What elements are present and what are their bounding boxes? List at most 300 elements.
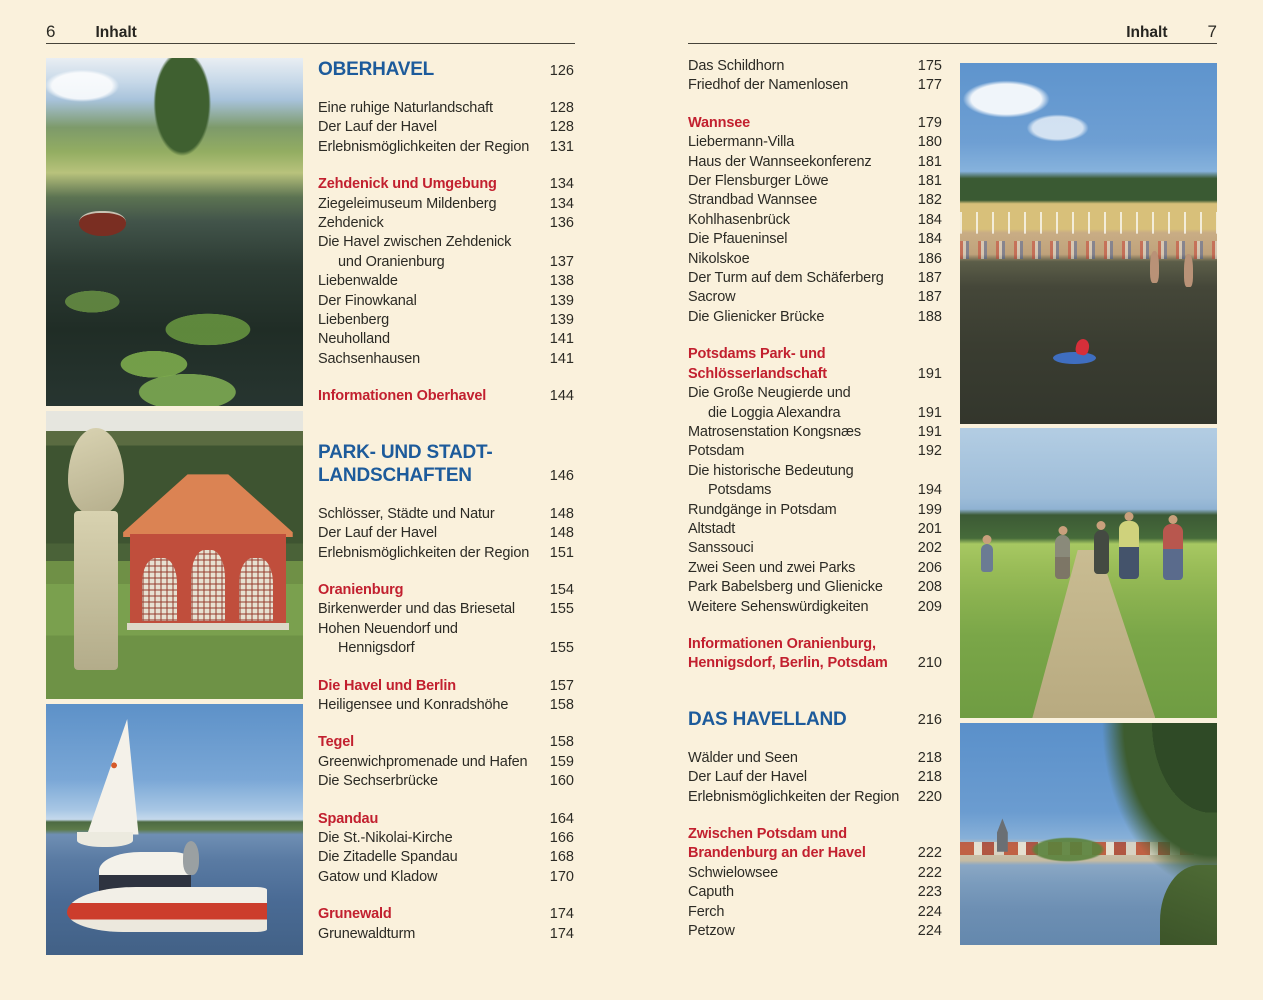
toc-entry-text: Neuholland — [318, 331, 390, 348]
toc-entry-lines — [688, 133, 908, 152]
toc-entry-lines — [688, 922, 908, 941]
toc-entry-lines — [318, 620, 540, 659]
toc-entry-page-number: 188 — [917, 308, 942, 325]
toc-entry-text: und Oranienburg — [338, 253, 445, 270]
toc-entry-text: Die Zitadelle Spandau — [318, 849, 458, 866]
toc-entry-page-number: 186 — [917, 250, 942, 267]
toc-entry-lines — [688, 308, 908, 327]
toc-entry-text: LANDSCHAFTEN — [318, 464, 472, 486]
toc-entry-text: Ferch — [688, 903, 725, 920]
toc-entry-lines — [318, 272, 540, 291]
toc-entry-text: DAS HAVELLAND — [688, 708, 847, 730]
toc-entry — [688, 269, 942, 288]
toc-entry-page-number: 141 — [549, 331, 574, 348]
toc-entry — [688, 191, 942, 210]
toc-entry-lines — [318, 175, 540, 194]
toc-entry-page-number: 158 — [549, 734, 574, 751]
toc-entry-lines — [688, 788, 908, 807]
photo-lakeside-village — [960, 723, 1217, 945]
toc-entry-page-number: 139 — [549, 292, 574, 309]
toc-entry-lines — [318, 925, 540, 944]
photo-strandbad-wannsee-beach — [960, 63, 1217, 424]
toc-entry — [688, 768, 942, 787]
toc-entry — [688, 539, 942, 558]
toc-entry — [318, 350, 574, 369]
toc-entry — [688, 114, 942, 133]
toc-entry — [318, 233, 574, 272]
toc-entry-text: Birkenwerder und das Briesetal — [318, 601, 515, 618]
toc-entry-page-number: 131 — [549, 138, 574, 155]
toc-entry-lines — [688, 269, 908, 288]
toc-entry — [318, 925, 574, 944]
toc-entry-text: Schlösser, Städte und Natur — [318, 505, 495, 522]
toc-entry-lines — [318, 600, 540, 619]
toc-entry-text: Das Schildhorn — [688, 58, 785, 74]
toc-entry-text: Erlebnismöglichkeiten der Region — [318, 544, 530, 561]
toc-entry-page-number: 223 — [917, 884, 942, 901]
toc-entry-lines — [688, 153, 908, 172]
photo-motorboat-and-sailboat — [46, 704, 303, 955]
toc-entry-text: Ziegeleimuseum Mildenberg — [318, 195, 497, 212]
pavilion-roof-shape — [123, 474, 293, 537]
toc-entry — [688, 57, 942, 76]
toc-entry-text: OBERHAVEL — [318, 59, 435, 80]
toc-entry — [688, 172, 942, 191]
toc-entry-page-number: 134 — [549, 195, 574, 212]
toc-entry — [318, 311, 574, 330]
toc-entry-text: Heiligensee und Konradshöhe — [318, 696, 509, 713]
toc-entry-page-number: 170 — [549, 868, 574, 885]
toc-entry — [318, 829, 574, 848]
toc-entry-text: Der Lauf der Havel — [688, 769, 807, 786]
toc-entry-text: PARK- UND STADT- — [318, 441, 493, 463]
toc-entry-page-number: 222 — [917, 864, 942, 881]
toc-entry-page-number: 208 — [917, 579, 942, 596]
toc-entry-lines — [318, 350, 540, 369]
toc-entry — [688, 559, 942, 578]
toc-entry-lines — [688, 345, 908, 384]
toc-entry-page-number: 128 — [549, 119, 574, 136]
toc-entry — [318, 524, 574, 543]
toc-entry-text: Potsdams Park- und — [688, 346, 826, 363]
pavilion-door-shape — [142, 558, 176, 621]
toc-entry-text: Die Pfaueninsel — [688, 231, 788, 248]
toc-entry-page-number: 201 — [917, 520, 942, 537]
hiker-figure-shape — [1119, 521, 1139, 579]
toc-entry — [688, 442, 942, 461]
toc-entry-lines — [318, 311, 540, 330]
toc-entry — [688, 345, 942, 384]
toc-entry — [688, 598, 942, 617]
toc-entry — [318, 175, 574, 194]
toc-entry-page-number: 148 — [549, 505, 574, 522]
toc-entry-page-number: 168 — [549, 849, 574, 866]
toc-entry-text: Potsdam — [688, 443, 745, 460]
table-of-contents-left — [318, 58, 574, 944]
bather-figure-shape — [1184, 254, 1193, 286]
pavilion-building-shape — [123, 474, 293, 624]
toc-entry-text: Caputh — [688, 884, 734, 901]
toc-entry-page-number: 192 — [917, 443, 942, 460]
toc-entry — [688, 76, 942, 95]
toc-entry — [318, 772, 574, 791]
toc-entry — [688, 708, 942, 731]
toc-entry-lines — [688, 384, 908, 423]
toc-entry-lines — [318, 905, 540, 924]
toc-entry-text: Die Havel zwischen Zehdenick — [318, 234, 512, 251]
toc-entry-text: Park Babelsberg und Glienicke — [688, 579, 883, 596]
toc-entry-page-number: 128 — [549, 100, 574, 116]
toc-entry-lines — [318, 829, 540, 848]
toc-entry-page-number: 216 — [917, 712, 942, 729]
toc-entry — [318, 696, 574, 715]
toc-entry-text: die Loggia Alexandra — [708, 404, 841, 421]
pavilion-door-shape — [191, 550, 225, 620]
toc-entry-page-number: 194 — [917, 482, 942, 499]
toc-entry-page-number: 137 — [549, 253, 574, 270]
toc-entry — [318, 677, 574, 696]
toc-entry-lines — [318, 696, 540, 715]
toc-entry-lines — [688, 749, 908, 768]
toc-entry — [318, 753, 574, 772]
toc-entry-lines — [688, 559, 908, 578]
toc-entry — [318, 272, 574, 291]
toc-entry-text: Sacrow — [688, 289, 736, 306]
toc-entry-page-number: 182 — [917, 192, 942, 209]
page-7-header — [688, 22, 1217, 44]
toc-entry — [318, 848, 574, 867]
toc-entry — [318, 733, 574, 752]
toc-entry-text: Hennigsdorf, Berlin, Potsdam — [688, 655, 888, 672]
toc-entry-text: Wannsee — [688, 114, 751, 131]
toc-entry — [318, 905, 574, 924]
toc-entry-text: Haus der Wannseekonferenz — [688, 153, 872, 170]
toc-entry-page-number: 144 — [549, 388, 574, 405]
toc-entry — [318, 99, 574, 118]
toc-entry-text: Strandbad Wannsee — [688, 192, 818, 209]
sailboat-sail-shape — [87, 719, 138, 834]
toc-entry-text: Liebenberg — [318, 312, 390, 329]
toc-entry — [318, 214, 574, 233]
toc-entry-lines — [688, 288, 908, 307]
toc-entry-lines — [318, 387, 540, 406]
toc-entry — [318, 581, 574, 600]
toc-entry — [688, 635, 942, 674]
toc-entry-lines — [688, 598, 908, 617]
toc-entry-page-number: 181 — [917, 173, 942, 190]
bather-figure-shape — [1150, 251, 1159, 283]
toc-entry-page-number: 164 — [549, 810, 574, 827]
toc-entry-lines — [318, 848, 540, 867]
toc-entry — [318, 441, 574, 487]
toc-entry — [318, 58, 574, 81]
toc-entry-text: Informationen Oberhavel — [318, 388, 487, 405]
toc-entry-page-number: 151 — [549, 544, 574, 561]
toc-entry — [688, 922, 942, 941]
toc-entry-page-number: 175 — [917, 58, 942, 74]
toc-entry-page-number: 174 — [549, 925, 574, 942]
toc-entry-lines — [318, 138, 540, 157]
toc-entry-text: Gatow und Kladow — [318, 868, 438, 885]
toc-entry-text: Spandau — [318, 810, 379, 827]
toc-entry-text: Altstadt — [688, 520, 736, 537]
toc-entry-page-number: 187 — [917, 270, 942, 287]
toc-entry — [688, 308, 942, 327]
toc-entry-lines — [688, 230, 908, 249]
toc-entry-lines — [688, 520, 908, 539]
table-of-contents-right — [688, 57, 942, 941]
toc-entry-text: Wälder und Seen — [688, 749, 798, 766]
toc-entry-page-number: 199 — [917, 501, 942, 518]
toc-entry-lines — [688, 191, 908, 210]
toc-entry-text: Rundgänge in Potsdam — [688, 501, 837, 518]
toc-entry-lines — [688, 903, 908, 922]
toc-entry-lines — [318, 753, 540, 772]
toc-entry-page-number: 139 — [549, 312, 574, 329]
rowboat-shape — [79, 211, 125, 236]
toc-entry-lines — [318, 118, 540, 137]
toc-entry — [688, 903, 942, 922]
toc-entry-lines — [688, 172, 908, 191]
toc-entry-page-number: 187 — [917, 289, 942, 306]
toc-entry-text: Greenwichpromenade und Hafen — [318, 753, 528, 770]
toc-entry — [688, 211, 942, 230]
toc-entry-lines — [318, 214, 540, 233]
toc-entry-text: Die Sechserbrücke — [318, 773, 438, 790]
toc-entry-text: Die St.-Nikolai-Kirche — [318, 829, 453, 846]
toc-entry-lines — [688, 57, 908, 76]
toc-entry-lines — [688, 501, 908, 520]
toc-entry-text: Potsdams — [708, 482, 772, 499]
toc-entry-text: Oranienburg — [318, 581, 404, 598]
motorboat-shape — [67, 852, 267, 932]
toc-entry-lines — [318, 505, 540, 524]
toc-entry — [688, 384, 942, 423]
toc-entry-text: Matrosenstation Kongsnæs — [688, 423, 861, 440]
toc-entry-page-number: 154 — [549, 581, 574, 598]
toc-entry — [318, 544, 574, 563]
toc-entry-text: Zwischen Potsdam und — [688, 826, 847, 842]
toc-entry — [688, 288, 942, 307]
toc-entry-text: Tegel — [318, 734, 355, 751]
toc-entry-lines — [318, 810, 540, 829]
toc-entry-page-number: 138 — [549, 273, 574, 290]
photo-hikers-in-meadow — [960, 428, 1217, 718]
hiker-figure-shape — [1163, 524, 1183, 580]
toc-entry — [688, 501, 942, 520]
toc-entry-text: Zwei Seen und zwei Parks — [688, 559, 856, 576]
toc-entry-text: Petzow — [688, 923, 735, 940]
toc-entry-page-number: 191 — [917, 423, 942, 440]
toc-entry — [318, 810, 574, 829]
pavilion-body-shape — [130, 534, 286, 624]
toc-entry — [318, 505, 574, 524]
page-6-header — [46, 22, 575, 44]
toc-entry-text: Der Lauf der Havel — [318, 119, 437, 136]
toc-entry-page-number: 206 — [917, 559, 942, 576]
toc-entry-text: Kohlhasenbrück — [688, 211, 790, 228]
toc-entry — [318, 620, 574, 659]
toc-entry — [318, 600, 574, 619]
toc-entry-page-number: 218 — [917, 749, 942, 766]
toc-entry — [318, 330, 574, 349]
toc-entry-lines — [688, 578, 908, 597]
toc-entry-lines — [688, 768, 908, 787]
toc-entry-text: Liebermann-Villa — [688, 134, 795, 151]
toc-entry-text: Die Glienicker Brücke — [688, 308, 825, 325]
toc-entry-page-number: 202 — [917, 540, 942, 557]
toc-entry-lines — [688, 76, 908, 95]
toc-entry — [688, 153, 942, 172]
toc-entry — [318, 292, 574, 311]
toc-entry-lines — [688, 250, 908, 269]
toc-entry-page-number: 191 — [917, 365, 942, 382]
toc-entry-text: Hohen Neuendorf und — [318, 620, 458, 637]
toc-entry-text: Erlebnismöglichkeiten der Region — [318, 138, 530, 155]
toc-entry-text: Die historische Bedeutung — [688, 462, 854, 479]
toc-entry-page-number: 222 — [917, 845, 942, 862]
toc-entry-text: Nikolskoe — [688, 250, 750, 267]
folio-number-right: 7 — [1207, 22, 1217, 41]
toc-entry-text: Weitere Sehenswürdigkeiten — [688, 598, 869, 615]
toc-entry-text: Der Turm auf dem Schäferberg — [688, 270, 884, 287]
toc-entry-text: Schlösserlandschaft — [688, 365, 827, 382]
toc-entry-page-number: 148 — [549, 525, 574, 542]
toc-entry — [318, 868, 574, 887]
toc-entry-page-number: 184 — [917, 211, 942, 228]
toc-entry-page-number: 159 — [549, 753, 574, 770]
toc-entry-page-number: 141 — [549, 350, 574, 367]
toc-entry-text: Grunewaldturm — [318, 925, 416, 942]
toc-entry-page-number: 177 — [917, 77, 942, 94]
toc-entry-lines — [688, 114, 908, 133]
toc-entry-lines — [318, 292, 540, 311]
toc-entry-text: Zehdenick und Umgebung — [318, 176, 497, 193]
header-title-left: Inhalt — [95, 24, 137, 41]
toc-entry-page-number: 146 — [549, 468, 574, 485]
photo-red-garden-pavilion — [46, 411, 303, 699]
toc-entry — [318, 118, 574, 137]
toc-entry-page-number: 155 — [549, 640, 574, 657]
toc-entry — [688, 788, 942, 807]
toc-entry-lines — [318, 441, 540, 487]
toc-entry — [688, 250, 942, 269]
toc-entry — [688, 578, 942, 597]
toc-entry-lines — [318, 58, 540, 81]
toc-entry — [688, 864, 942, 883]
toc-entry — [688, 883, 942, 902]
toc-entry-text: Grunewald — [318, 906, 392, 923]
toc-entry-page-number: 136 — [549, 215, 574, 232]
toc-entry — [318, 387, 574, 406]
toc-entry-page-number: 218 — [917, 769, 942, 786]
folio-number-left: 6 — [46, 22, 56, 41]
toc-entry-page-number: 210 — [917, 655, 942, 672]
boat-passenger-shape — [183, 841, 199, 875]
church-spire-shape — [993, 818, 1011, 851]
toc-entry-page-number: 224 — [917, 923, 942, 940]
toc-entry-lines — [318, 772, 540, 791]
toc-entry-lines — [318, 195, 540, 214]
toc-entry-lines — [688, 539, 908, 558]
sailboat-hull-shape — [77, 832, 134, 847]
toc-entry-page-number: 160 — [549, 773, 574, 790]
toc-entry-lines — [688, 825, 908, 864]
toc-entry-lines — [318, 544, 540, 563]
toc-entry-page-number: 155 — [549, 601, 574, 618]
toc-entry-page-number: 224 — [917, 903, 942, 920]
hiker-figure-shape — [1094, 530, 1109, 574]
photo-canal-with-waterlilies — [46, 58, 303, 406]
toc-entry-page-number: 220 — [917, 788, 942, 805]
hiker-figure-shape — [1055, 535, 1070, 579]
toc-entry-lines — [318, 99, 540, 118]
toc-entry-text: Der Lauf der Havel — [318, 525, 437, 542]
toc-entry — [688, 423, 942, 442]
toc-entry-text: Sachsenhausen — [318, 350, 421, 367]
stone-urn-monument-shape — [61, 428, 130, 670]
toc-entry-page-number: 180 — [917, 134, 942, 151]
toc-entry-text: Schwielowsee — [688, 864, 779, 881]
toc-entry-text: Sanssouci — [688, 540, 754, 557]
toc-entry-text: Der Flensburger Löwe — [688, 173, 829, 190]
toc-entry-page-number: 184 — [917, 231, 942, 248]
toc-entry-lines — [318, 581, 540, 600]
toc-entry-text: Friedhof der Namenlosen — [688, 77, 849, 94]
toc-entry-page-number: 126 — [549, 62, 574, 79]
toc-entry-lines — [318, 233, 540, 272]
header-title-right: Inhalt — [1126, 24, 1168, 41]
toc-entry-page-number: 158 — [549, 696, 574, 713]
toc-entry-lines — [318, 677, 540, 696]
toc-entry-lines — [688, 211, 908, 230]
toc-entry-lines — [688, 442, 908, 461]
toc-entry-lines — [688, 708, 908, 731]
toc-entry-lines — [318, 733, 540, 752]
toc-entry-text: Informationen Oranienburg, — [688, 635, 876, 652]
toc-entry — [318, 195, 574, 214]
hiker-figure-shape — [981, 544, 993, 572]
toc-entry-text: Liebenwalde — [318, 273, 398, 290]
toc-entry-lines — [318, 330, 540, 349]
toc-entry-text: Die Havel und Berlin — [318, 677, 457, 694]
toc-entry-page-number: 157 — [549, 677, 574, 694]
toc-entry-text: Die Große Neugierde und — [688, 385, 851, 402]
toc-entry — [688, 520, 942, 539]
toc-entry — [318, 138, 574, 157]
toc-entry-page-number: 181 — [917, 153, 942, 170]
bodyboard-shape — [1053, 352, 1097, 365]
toc-entry-text: Hennigsdorf — [338, 640, 415, 657]
toc-entry-lines — [688, 883, 908, 902]
toc-entry — [688, 230, 942, 249]
toc-entry-page-number: 134 — [549, 176, 574, 193]
toc-entry-lines — [688, 635, 908, 674]
toc-entry-text: Eine ruhige Naturlandschaft — [318, 100, 493, 116]
toc-entry-text: Erlebnismöglichkeiten der Region — [688, 788, 900, 805]
toc-entry-page-number: 166 — [549, 829, 574, 846]
toc-entry — [688, 749, 942, 768]
toc-entry-lines — [318, 868, 540, 887]
toc-entry-lines — [688, 864, 908, 883]
toc-entry-page-number: 209 — [917, 598, 942, 615]
toc-entry-text: Brandenburg an der Havel — [688, 845, 866, 862]
toc-entry — [688, 133, 942, 152]
toc-entry — [688, 825, 942, 864]
toc-entry-page-number: 179 — [917, 114, 942, 131]
toc-entry-lines — [688, 462, 908, 501]
toc-entry-lines — [318, 524, 540, 543]
